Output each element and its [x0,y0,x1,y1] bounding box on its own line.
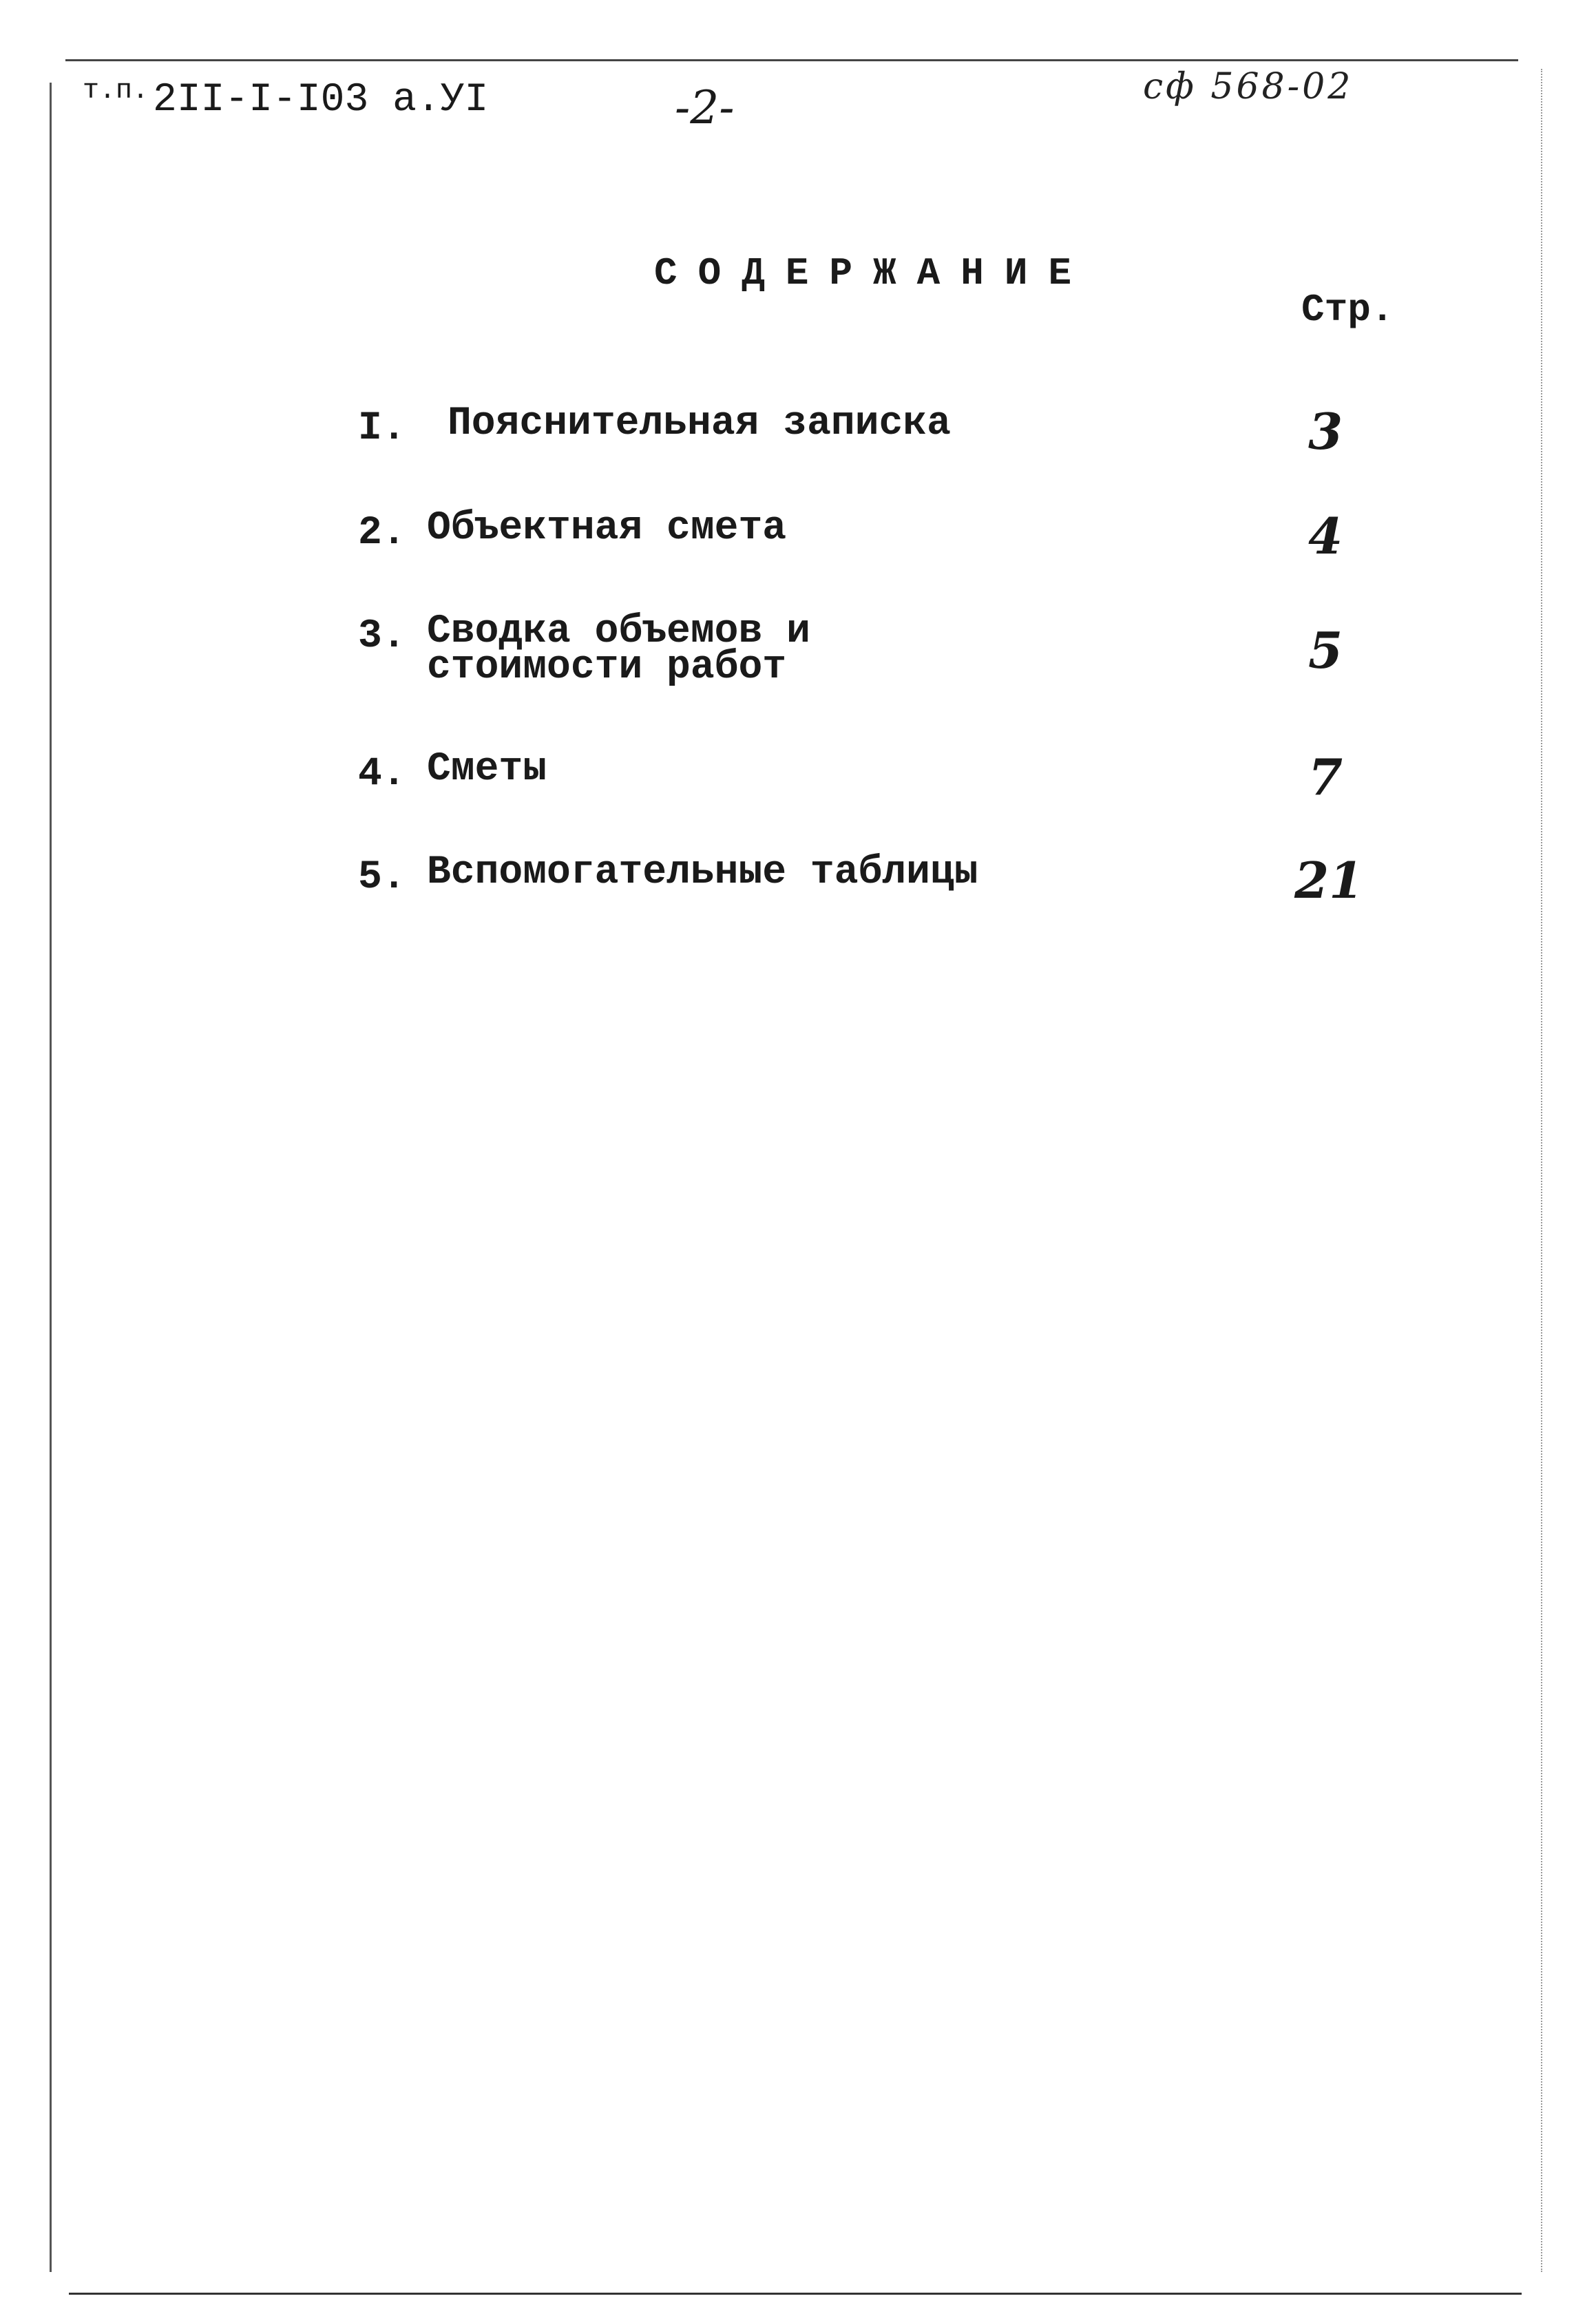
document-code [83,76,488,123]
toc-item-title: Сметы [427,747,547,792]
page-column-label: Стр. [1301,288,1394,332]
toc-item-number: 4. [358,752,406,797]
toc-item-page: 5 [1308,621,1343,680]
frame-left-line [50,83,52,2272]
frame-bottom-line [69,2293,1522,2295]
toc-item-number: 2. [358,511,406,556]
contents-title: СОДЕРЖАНИЕ [654,251,1093,295]
frame-top-line [65,59,1518,61]
toc-item-number: 5. [358,855,406,900]
toc-item-page: 4 [1308,507,1343,565]
frame-right-edge [1541,69,1542,2272]
toc-item-page: 7 [1308,748,1343,806]
document-code-value: 2II-I-I03 а.УI [153,78,489,123]
toc-item-title: Вспомогательные таблицы [427,850,978,895]
toc-item-title: Сводка объемов и стоимости работ [427,609,810,690]
toc-item-title: Объектная смета [427,506,787,551]
page-number: -2- [675,81,735,134]
handwritten-reference: сф 568-02 [1143,66,1354,107]
toc-item-page: 21 [1294,851,1364,909]
toc-item-number: 3. [358,614,406,659]
toc-item-number: I. [358,406,406,451]
toc-item-title: Пояснительная записка [448,401,951,446]
toc-item-page: 3 [1308,402,1343,461]
document-code-prefix: т.п. [83,76,149,107]
